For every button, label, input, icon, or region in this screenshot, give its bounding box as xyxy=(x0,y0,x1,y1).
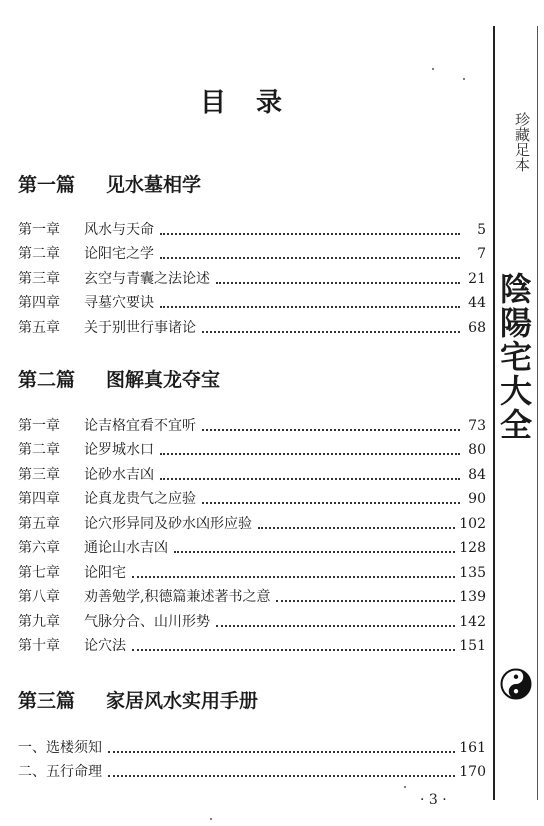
chapter-title: 论阳宅 xyxy=(84,564,126,581)
dot-leader xyxy=(202,501,460,504)
toc-list-part-1 xyxy=(18,214,486,337)
part-number: 第三篇 xyxy=(18,690,76,712)
chapter-title: 玄空与青囊之法论述 xyxy=(84,270,210,287)
dot-leader xyxy=(160,452,460,455)
chapter-title: 风水与天命 xyxy=(84,221,154,238)
dot-leader xyxy=(108,774,455,777)
scan-speck xyxy=(210,818,212,820)
chapter-number: 第七章 xyxy=(18,564,60,581)
chapter-page: 135 xyxy=(459,564,486,581)
part-number: 第一篇 xyxy=(18,174,76,196)
part-heading-1 xyxy=(18,170,201,197)
toc-list-part-2 xyxy=(18,410,486,655)
chapter-number: 第二章 xyxy=(18,442,60,458)
chapter-title: 论阳宅之学 xyxy=(84,246,154,262)
collection-label: 珍藏足本 xyxy=(513,112,531,172)
chapter-page: 90 xyxy=(468,491,486,507)
dot-leader xyxy=(160,477,460,480)
dot-leader xyxy=(202,330,460,333)
dot-leader xyxy=(160,256,460,259)
yin-yang-icon xyxy=(500,668,532,700)
toc-entry[interactable] xyxy=(18,533,486,558)
toc-entry[interactable] xyxy=(18,631,486,656)
chapter-page: 44 xyxy=(468,295,486,311)
chapter-page: 68 xyxy=(468,319,486,336)
toc-entry[interactable] xyxy=(18,288,486,313)
part-name: 见水墓相学 xyxy=(106,174,202,196)
chapter-title: 论吉格宜看不宜听 xyxy=(84,417,196,434)
dot-leader xyxy=(216,624,455,627)
chapter-title: 论砂水吉凶 xyxy=(84,466,154,483)
chapter-title: 论真龙贵气之应验 xyxy=(84,491,196,507)
toc-entry[interactable] xyxy=(18,239,486,264)
chapter-number: 第五章 xyxy=(18,319,60,336)
chapter-page: 128 xyxy=(459,540,486,556)
chapter-page: 102 xyxy=(459,515,486,532)
chapter-number: 第十章 xyxy=(18,638,60,654)
chapter-number: 第三章 xyxy=(18,270,60,287)
part-number: 第二篇 xyxy=(18,369,76,391)
book-title: 陰陽宅大全 xyxy=(495,272,533,442)
scan-speck xyxy=(404,786,406,788)
chapter-number: 第八章 xyxy=(18,589,60,605)
page-title: 目录 xyxy=(200,88,313,118)
dot-leader xyxy=(276,599,455,602)
part-heading-2 xyxy=(18,365,220,392)
chapter-number: 第六章 xyxy=(18,540,60,556)
toc-entry[interactable] xyxy=(18,435,486,460)
chapter-title: 气脉分合、山川形势 xyxy=(84,613,210,630)
chapter-page: 139 xyxy=(459,589,486,605)
dot-leader xyxy=(132,648,455,651)
chapter-page: 7 xyxy=(477,246,486,262)
chapter-page: 151 xyxy=(459,638,486,654)
dot-leader xyxy=(174,550,455,553)
dot-leader xyxy=(216,281,460,284)
toc-entry[interactable] xyxy=(18,732,486,757)
toc-entry[interactable] xyxy=(18,214,486,239)
chapter-number: 第三章 xyxy=(18,466,60,483)
toc-list-part-3 xyxy=(18,732,486,781)
chapter-number: 第二章 xyxy=(18,246,60,262)
toc-entry[interactable] xyxy=(18,263,486,288)
toc-entry[interactable] xyxy=(18,312,486,337)
chapter-page: 161 xyxy=(459,739,486,756)
chapter-page: 80 xyxy=(468,442,486,458)
chapter-page: 84 xyxy=(468,466,486,483)
part-name: 图解真龙夺宝 xyxy=(106,369,221,391)
part-name: 家居风水实用手册 xyxy=(106,690,259,712)
dot-leader xyxy=(160,305,460,308)
chapter-title: 劝善勉学,积德篇兼述著书之意 xyxy=(84,589,271,605)
chapter-title: 二、五行命理 xyxy=(18,764,102,780)
chapter-title: 论穴形异同及砂水凶形应验 xyxy=(84,515,252,532)
side-title-band xyxy=(493,26,538,800)
toc-entry[interactable] xyxy=(18,557,486,582)
chapter-page: 142 xyxy=(459,613,486,630)
chapter-title: 一、选楼须知 xyxy=(18,739,102,756)
dot-leader xyxy=(258,526,455,529)
dot-leader xyxy=(132,575,455,578)
chapter-title: 通论山水吉凶 xyxy=(84,540,168,556)
scan-speck xyxy=(463,78,465,80)
toc-entry[interactable] xyxy=(18,582,486,607)
toc-entry[interactable] xyxy=(18,757,486,782)
chapter-number: 第四章 xyxy=(18,295,60,311)
page-number: · 3 · xyxy=(420,792,447,808)
toc-entry[interactable] xyxy=(18,459,486,484)
chapter-page: 73 xyxy=(468,417,486,434)
dot-leader xyxy=(108,750,455,753)
chapter-number: 第九章 xyxy=(18,613,60,630)
chapter-page: 21 xyxy=(468,270,486,287)
chapter-number: 第四章 xyxy=(18,491,60,507)
chapter-title: 关于别世行事诸论 xyxy=(84,319,196,336)
dot-leader xyxy=(202,428,460,431)
dot-leader xyxy=(160,232,460,235)
chapter-number: 第一章 xyxy=(18,417,60,434)
toc-entry[interactable] xyxy=(18,606,486,631)
toc-entry[interactable] xyxy=(18,410,486,435)
chapter-page: 5 xyxy=(477,221,486,238)
chapter-number: 第五章 xyxy=(18,515,60,532)
chapter-title: 论罗城水口 xyxy=(84,442,154,458)
chapter-title: 论穴法 xyxy=(84,638,126,654)
part-heading-3 xyxy=(18,686,258,713)
chapter-page: 170 xyxy=(459,764,486,780)
chapter-title: 寻墓穴要诀 xyxy=(84,295,154,311)
scan-speck xyxy=(432,68,434,70)
chapter-number: 第一章 xyxy=(18,221,60,238)
toc-entry[interactable] xyxy=(18,484,486,509)
toc-entry[interactable] xyxy=(18,508,486,533)
